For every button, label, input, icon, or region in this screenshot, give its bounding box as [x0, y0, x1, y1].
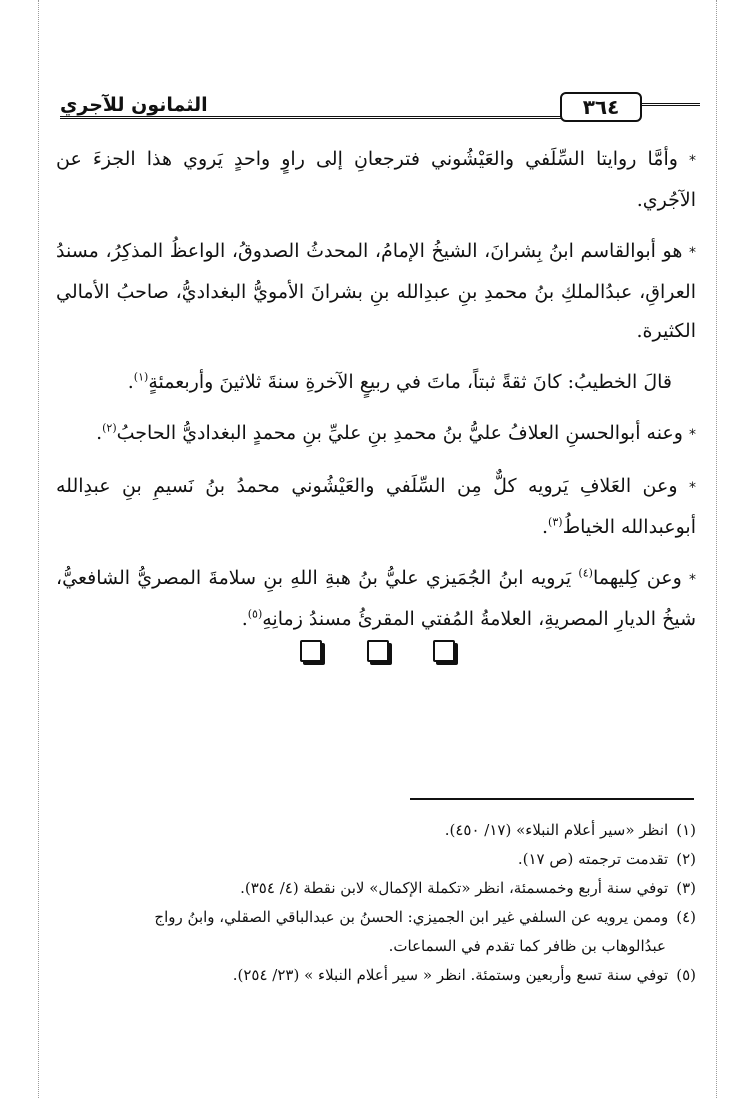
punctuation: .	[127, 371, 134, 393]
book-title: الثمانون للآجري	[60, 94, 208, 116]
paragraph	[56, 559, 696, 639]
footnote-ref: (٥)	[247, 607, 263, 621]
paragraph	[56, 363, 696, 402]
paragraph-text: يَرويه ابنُ الجُمَيزي عليُّ بنُ هبةِ اللهِ بنِ سلامةَ المصريُّ الشافعيُّ، شيخُ الديارِ المصريةِ، العلامةُ المُفتي المقرئُ مسندُ زمانِهِ	[56, 567, 696, 630]
header-rule	[60, 116, 590, 121]
footnote-ref: (٢)	[102, 421, 117, 435]
footnote-text: تقدمت ترجمته (ص ١٧).	[517, 850, 669, 868]
star-marker: *	[689, 245, 696, 261]
page-number: ٣٦٤	[560, 92, 642, 122]
footnotes	[56, 816, 696, 990]
paragraph	[56, 414, 696, 455]
footnote-number: (٢)	[676, 850, 696, 868]
punctuation: .	[542, 516, 549, 538]
footnote-text: توفي سنة تسع وأربعين وستمئة. انظر « سير أعلام النبلاء » (٢٣/ ٢٥٤).	[232, 966, 669, 984]
star-marker: *	[688, 572, 696, 588]
paragraph	[56, 232, 696, 351]
footnote	[56, 845, 696, 874]
footnote	[56, 816, 696, 845]
paragraph-text: وعن العَلافِ يَرويه كلٌّ مِن السِّلَفي والعَيْشُوني محمدُ بنُ نَسيمِ بنِ عبدِالله أبوعبدالله الخياطُ	[56, 475, 696, 538]
page-header	[60, 92, 700, 122]
footnote-text: وممن يرويه عن السلفي غير ابن الجميزي: الحسنُ بن عبدالباقي الصقلي، وابنُ رواج	[154, 908, 669, 926]
footnote-number: (٤)	[676, 908, 696, 926]
paragraph-text: وأمَّا روايتا السِّلَفي والعَيْشُوني فترجعانِ إلى راوٍ واحدٍ يَروي هذا الجزءَ عن الآجُري.	[56, 148, 696, 211]
footnote-text: عبدُالوهاب بن ظافر كما تقدم في السماعات.	[388, 937, 666, 955]
footnote-number: (٥)	[676, 966, 696, 984]
header-rule-tail	[642, 103, 700, 108]
footnote-text: انظر «سير أعلام النبلاء» (١٧/ ٤٥٠).	[444, 821, 669, 839]
footnote-continuation	[56, 932, 696, 961]
paragraph	[56, 467, 696, 547]
left-margin-dots	[38, 0, 39, 1098]
footnote-ref: (٤)	[578, 566, 593, 580]
paragraph-text: هو أبوالقاسم ابنُ بِشرانَ، الشيخُ الإمامُ، المحدثُ الصدوقُ، الواعظُ المذكِرُ، مسندُ العراقِ، عبدُالملكِ بنُ محمدِ بنِ عبدِالله بنِ بشرانَ الأمويُّ البغداديُّ، صاحبُ الأمالي الكثيرة.	[56, 240, 696, 342]
square-icon	[300, 640, 322, 662]
punctuation: .	[96, 422, 103, 444]
section-separator	[300, 640, 455, 664]
paragraph	[56, 140, 696, 220]
star-marker: *	[689, 427, 696, 443]
footnote-text: توفي سنة أربع وخمسمئة، انظر «تكملة الإكمال» لابن نقطة (٤/ ٣٥٤).	[240, 879, 669, 897]
square-icon	[433, 640, 455, 662]
paragraph-text: وعنه أبوالحسنِ العلافُ عليُّ بنُ محمدِ بنِ عليِّ بنِ محمدٍ البغداديُّ الحاجبُ	[116, 422, 683, 444]
paragraph-text: قالَ الخطيبُ: كانَ ثقةً ثبتاً، ماتَ في ربيعٍ الآخرةِ سنةَ ثلاثينَ وأربعمئةٍ	[148, 371, 672, 393]
footnote-number: (٣)	[676, 879, 696, 897]
footnote-ref: (١)	[133, 370, 149, 384]
square-icon	[367, 640, 389, 662]
footnote-ref: (٣)	[548, 515, 563, 529]
footnote-rule	[410, 798, 694, 800]
star-marker: *	[689, 480, 696, 496]
paragraph-text: وعن كِليهما	[592, 567, 682, 589]
footnote-number: (١)	[676, 821, 696, 839]
footnote	[56, 903, 696, 932]
footnote	[56, 874, 696, 903]
star-marker: *	[689, 153, 696, 169]
footnote	[56, 961, 696, 990]
right-margin-dots	[716, 0, 717, 1098]
punctuation: .	[241, 608, 248, 630]
main-text	[56, 140, 696, 651]
